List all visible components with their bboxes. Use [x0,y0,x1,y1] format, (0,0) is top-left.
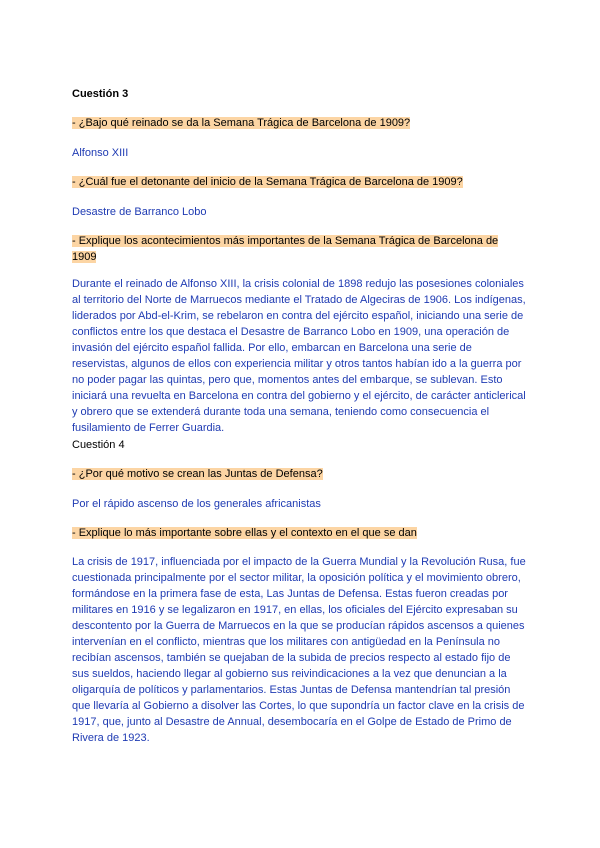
question-highlight-line-1: - Explique los acontecimientos más importantes de la Semana Trágica de Barcelona de [72,235,499,247]
answer-3-1: Alfonso XIII [72,147,129,159]
question-highlight: - ¿Cuál fue el detonante del inicio de la Semana Trágica de Barcelona de 1909? [72,176,463,188]
question-highlight: - Explique lo más importante sobre ellas y el contexto en el que se dan [72,527,417,539]
answer-4-1: Por el rápido ascenso de los generales africanistas [72,498,321,510]
section-3-title: Cuestión 3 [72,88,129,100]
question-highlight: - ¿Por qué motivo se crean las Juntas de Defensa? [72,468,323,480]
question-highlight: - ¿Bajo qué reinado se da la Semana Trágica de Barcelona de 1909? [72,117,411,129]
question-3-1 [72,115,530,131]
answer-3-3: Durante el reinado de Alfonso XIII, la crisis colonial de 1898 redujo las posesiones coloniales al territorio del Norte de Marruecos mediante el Tratado de Algeciras de 1906. Los indígenas, liderados por Abd-el-Krim, se rebelaron en contra del ejército español, iniciando una serie de conflictos entre los que destaca el Desastre de Barranco Lobo en 1909, una operación de invasión del ejército español fallida. Por ello, embarcan en Barcelona una serie de reservistas, algunos de ellos con experiencia militar y otros tantos habían ido a la guerra por no poder pagar las quintas, pero que, momentos antes del embarque, se sublevan. Esto iniciará una revuelta en Barcelona en contra del gobierno y el ejército, de carácter anticlerical y obrero que se extenderá durante toda una semana, teniendo como consecuencia el fusilamiento de Ferrer Guardia. [72,278,526,434]
question-4-1 [72,466,530,482]
answer-3-2: Desastre de Barranco Lobo [72,206,207,218]
question-3-3 [72,233,530,265]
answer-4-2: La crisis de 1917, influenciada por el impacto de la Guerra Mundial y la Revolución Rusa, fue cuestionada principalmente por el sector militar, la oposición política y el movimiento obrero, formándose en la primera fase de esta, Las Juntas de Defensa. Estas fueron creadas por militares en 1916 y se legalizaron en 1917, en ellas, los oficiales del Ejército expresaban su descontento por la Guerra de Marruecos en la que se producían rápidos ascensos a quienes intervenían en el conflicto, mientras que los militares con antigüedad en la Península no recibían ascensos, también se quejaban de la subida de precios respecto al estado fijo de sus sueldos, haciendo llegar al gobierno sus reivindicaciones a la vez que denuncian a la oligarquía de políticos y parlamentarios. Estas Juntas de Defensa mantendrían tal presión que llevaría al Gobierno a disolver las Cortes, lo que supondría un factor clave en la crisis de 1917, que, junto al Desastre de Annual, desembocaría en el Golpe de Estado de Primo de Rivera de 1923. [72,556,526,744]
section-4-title: Cuestión 4 [72,439,125,451]
question-highlight-line-2: 1909 [72,251,97,263]
question-4-2 [72,525,530,541]
question-3-2 [72,174,530,190]
